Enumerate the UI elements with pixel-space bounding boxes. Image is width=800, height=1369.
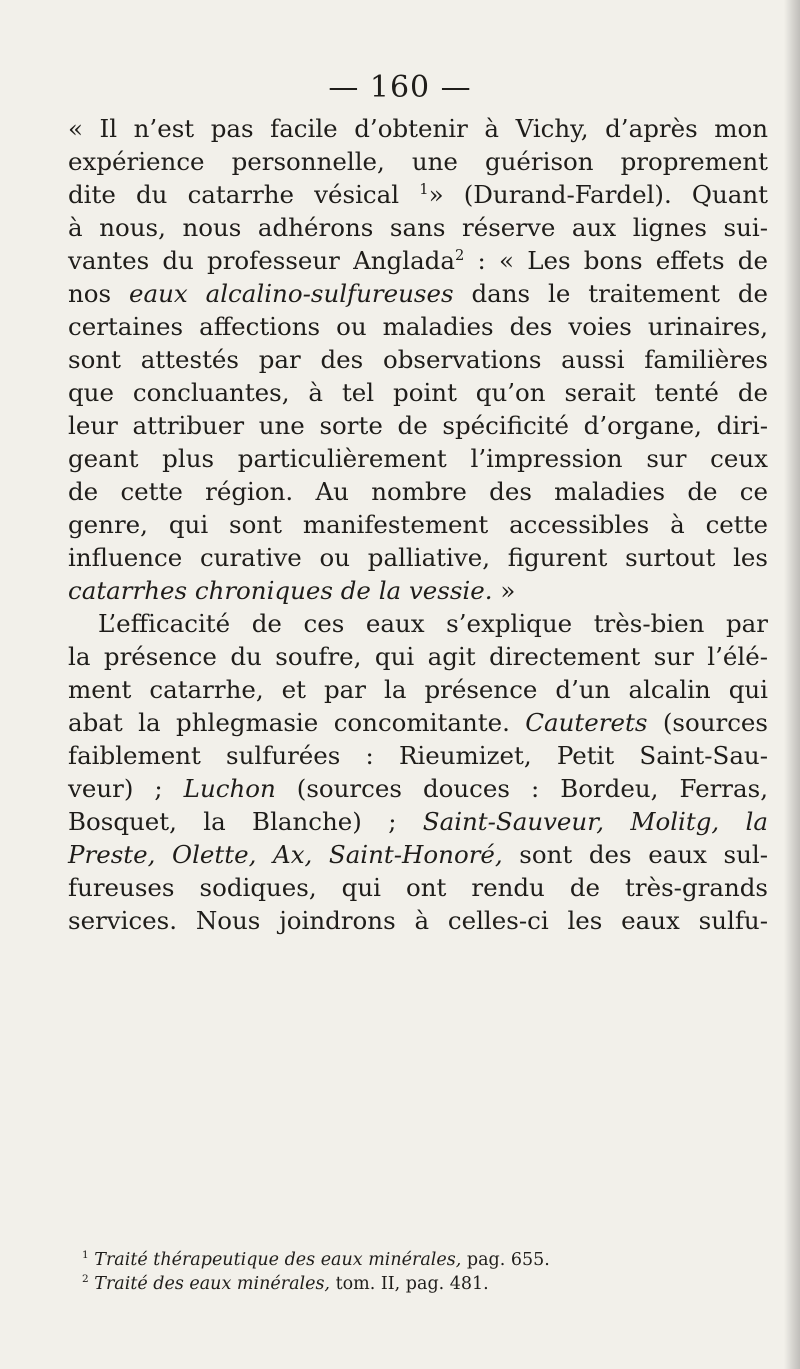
text-run: tom. II, pag. 481. xyxy=(330,1274,489,1294)
text-run: (sources xyxy=(647,708,768,737)
italic-text: Preste, Olette, Ax, Saint-Honoré, xyxy=(68,840,503,869)
text-run: ment catarrhe, et par la présence d’un alcalin qui xyxy=(68,675,768,704)
italic-text: Luchon xyxy=(183,774,276,803)
text-run: Bosquet, la Blanche) ; xyxy=(68,807,423,836)
text-line xyxy=(68,112,768,145)
text-run: nos xyxy=(68,279,130,308)
text-run: dans le traitement de xyxy=(453,279,769,308)
text-line xyxy=(68,310,768,343)
text-run: L’efficacité de ces eaux s’explique très-bien par xyxy=(98,609,768,638)
text-run: expérience personnelle, une guérison proprement xyxy=(68,147,768,176)
footnotes xyxy=(82,1248,732,1296)
footnote xyxy=(82,1248,732,1272)
text-line xyxy=(68,607,768,640)
text-line xyxy=(68,244,768,277)
text-line xyxy=(68,376,768,409)
italic-text: Cauterets xyxy=(525,708,648,737)
text-line xyxy=(68,409,768,442)
text-run: genre, qui sont manifestement accessibles à cette xyxy=(68,510,768,539)
text-line xyxy=(68,541,768,574)
italic-text: eaux alcalino-sulfureuses xyxy=(129,279,454,308)
text-run: certaines affections ou maladies des voies urinaires, xyxy=(68,312,768,341)
footnote xyxy=(82,1272,732,1296)
text-line xyxy=(68,772,768,805)
text-run: geant plus particulièrement l’impression sur ceux xyxy=(68,444,768,473)
text-run: (sources douces : Bordeu, Ferras, xyxy=(275,774,768,803)
text-line xyxy=(68,871,768,904)
text-run: à nous, nous adhérons sans réserve aux lignes sui- xyxy=(68,213,768,242)
text-run: pag. 655. xyxy=(461,1250,550,1270)
text-run: influence curative ou palliative, figurent surtout les xyxy=(68,543,768,572)
text-line xyxy=(68,673,768,706)
text-run: « Il n’est pas facile d’obtenir à Vichy, d’après mon xyxy=(68,114,768,143)
text-run: abat la phlegmasie concomitante. xyxy=(68,708,526,737)
text-run: vantes du professeur Anglada xyxy=(68,246,455,275)
text-line xyxy=(68,805,768,838)
italic-text: Traité des eaux minérales, xyxy=(94,1274,330,1294)
text-run: : « Les bons effets de xyxy=(464,246,768,275)
text-run: dite du catarrhe vésical xyxy=(68,180,420,209)
footnote-marker: 1 xyxy=(82,1249,89,1262)
text-line xyxy=(68,211,768,244)
italic-text: catarrhes chroniques de la vessie. xyxy=(68,576,493,605)
text-run: » xyxy=(492,576,516,605)
text-line xyxy=(68,904,768,937)
footnote-marker: 2 xyxy=(82,1273,89,1286)
text-run: » (Durand-Fardel). Quant xyxy=(428,180,768,209)
text-run: la présence du soufre, qui agit directement sur l’élé- xyxy=(68,642,768,671)
body-text xyxy=(68,112,768,937)
text-run: services. Nous joindrons à celles-ci les eaux sulfu- xyxy=(68,906,768,935)
text-line xyxy=(68,508,768,541)
text-run: de cette région. Au nombre des maladies de ce xyxy=(68,477,768,506)
text-run: fureuses sodiques, qui ont rendu de très-grands xyxy=(68,873,768,902)
text-line xyxy=(68,739,768,772)
italic-text: Saint-Sauveur, Molitg, la xyxy=(422,807,768,836)
footnote-marker: 1 xyxy=(419,180,429,198)
text-line xyxy=(68,277,768,310)
text-line xyxy=(68,343,768,376)
text-run: que concluantes, à tel point qu’on serait tenté de xyxy=(68,378,768,407)
page-edge-shadow xyxy=(784,0,800,1369)
text-run: faiblement sulfurées : Rieumizet, Petit Saint-Sau- xyxy=(68,741,768,770)
footnote-marker: 2 xyxy=(454,246,465,264)
text-line xyxy=(68,574,768,607)
text-run: sont des eaux sul- xyxy=(502,840,769,869)
text-line xyxy=(68,640,768,673)
text-line xyxy=(68,706,768,739)
italic-text: Traité thérapeutique des eaux minérales, xyxy=(94,1250,462,1270)
page-number: — 160 — xyxy=(328,70,472,105)
text-line xyxy=(68,145,768,178)
text-line xyxy=(68,442,768,475)
text-line xyxy=(68,838,768,871)
text-run: veur) ; xyxy=(68,774,184,803)
text-line xyxy=(68,475,768,508)
text-line xyxy=(68,178,768,211)
text-run: leur attribuer une sorte de spécificité d’organe, diri- xyxy=(68,411,768,440)
text-run: sont attestés par des observations aussi familières xyxy=(68,345,768,374)
